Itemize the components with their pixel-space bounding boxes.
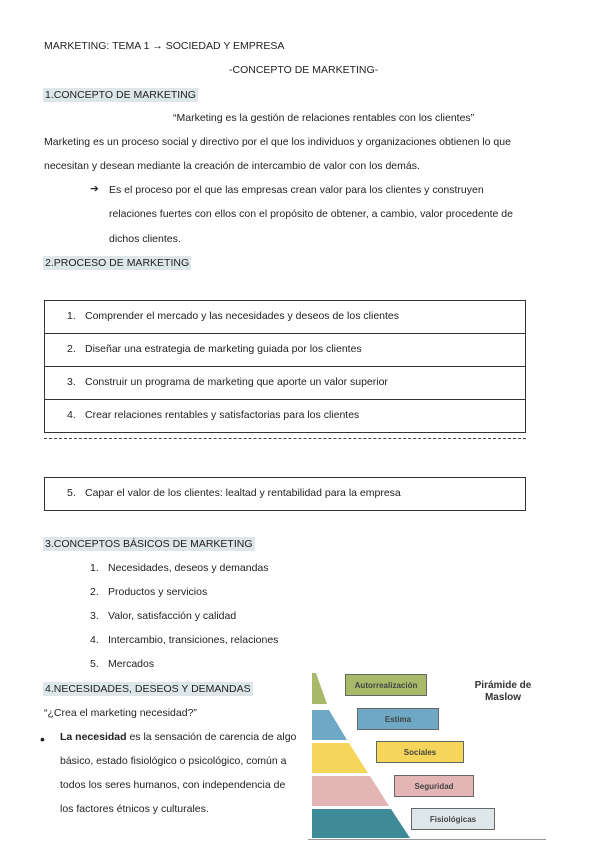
arrow-line-3: dichos clientes.: [109, 233, 181, 245]
pyramid-title-line-1: Pirámide de: [474, 680, 532, 691]
item-text: Necesidades, deseos y demandas: [108, 562, 269, 574]
step-number: 5.: [67, 487, 76, 499]
bullet-bold-term: La necesidad: [60, 731, 127, 743]
list-item: [90, 562, 269, 574]
step-text: Comprender el mercado y las necesidades y deseos de los clientes: [85, 310, 400, 322]
step-number: 1.: [67, 310, 76, 322]
step-text: Diseñar una estrategia de marketing guiada por los clientes: [85, 343, 362, 355]
pyramid-level-2: [312, 710, 347, 740]
item-number: 2.: [90, 586, 99, 598]
table-row: [45, 334, 525, 367]
bullet-line-4: los factores étnicos y culturales.: [60, 803, 209, 815]
step-number: 4.: [67, 409, 76, 421]
table-row: [45, 367, 525, 400]
pyramid-level-3: [312, 743, 368, 773]
pyramid-label: Seguridad: [394, 775, 474, 797]
bullet-line-2: básico, estado fisiológico o psicológico, común a: [60, 755, 287, 767]
section3-heading: 3.CONCEPTOS BÁSICOS DE MARKETING: [45, 538, 253, 550]
pyramid-baseline: [308, 839, 546, 840]
divider: [44, 438, 526, 439]
item-text: Productos y servicios: [108, 586, 208, 598]
item-number: 1.: [90, 562, 99, 574]
pyramid-label: Autorrealización: [345, 674, 427, 696]
pyramid-title: [468, 680, 538, 704]
list-item: [90, 586, 207, 598]
process-steps-table: [44, 300, 526, 433]
pyramid-label: Sociales: [376, 741, 464, 763]
document-title: MARKETING: TEMA 1 → SOCIEDAD Y EMPRESA: [44, 40, 285, 52]
section4-heading: 4.NECESIDADES, DESEOS Y DEMANDAS: [45, 683, 251, 695]
pyramid-title-line-2: Maslow: [484, 692, 522, 703]
pyramid-level-1: [312, 673, 327, 704]
item-number: 4.: [90, 634, 99, 646]
table-row: [45, 478, 525, 510]
item-text: Intercambio, transiciones, relaciones: [108, 634, 279, 646]
definition-line-1: Marketing es un proceso social y directivo por el que los individuos y organizaciones obtienen lo que: [44, 136, 511, 148]
question: “¿Crea el marketing necesidad?”: [44, 707, 197, 719]
item-number: 3.: [90, 610, 99, 622]
item-number: 5.: [90, 658, 99, 670]
bullet-line-3: todos los seres humanos, con independencia de: [60, 779, 286, 791]
pyramid-label: Estima: [357, 708, 439, 730]
pyramid-level-5: [312, 809, 410, 838]
list-item: [90, 634, 278, 646]
item-text: Mercados: [108, 658, 155, 670]
bullet-line-1: [60, 731, 296, 743]
step-number: 3.: [67, 376, 76, 388]
arrow-line-2: relaciones fuertes con ellos con el propósito de obtener, a cambio, valor procedente de: [109, 208, 513, 220]
list-item: [90, 658, 154, 670]
step-text: Crear relaciones rentables y satisfactorias para los clientes: [85, 409, 360, 421]
final-step-box: [44, 477, 526, 511]
step-number: 2.: [67, 343, 76, 355]
section1-heading: 1.CONCEPTO DE MARKETING: [45, 89, 196, 101]
step-text: Construir un programa de marketing que aporte un valor superior: [85, 376, 388, 388]
bullet-line-1-text: es la sensación de carencia de algo: [126, 731, 297, 743]
pyramid-level-4: [312, 776, 389, 806]
arrow-icon: ➔: [90, 183, 99, 195]
pyramid-label: Fisiológicas: [411, 808, 495, 830]
item-text: Valor, satisfacción y calidad: [108, 610, 237, 622]
list-item: [90, 610, 236, 622]
definition-line-2: necesitan y desean mediante la creación de intercambio de valor con los demás.: [44, 160, 420, 172]
step-text: Capar el valor de los clientes: lealtad y rentabilidad para la empresa: [85, 487, 401, 499]
table-row: [45, 400, 525, 432]
table-row: [45, 301, 525, 334]
arrow-line-1: Es el proceso por el que las empresas crean valor para los clientes y construyen: [109, 184, 484, 196]
document-subtitle: -CONCEPTO DE MARKETING-: [229, 64, 379, 76]
bullet-icon: •: [40, 731, 45, 747]
marketing-quote: “Marketing es la gestión de relaciones rentables con los clientes”: [173, 112, 475, 124]
section2-heading: 2.PROCESO DE MARKETING: [45, 257, 190, 269]
